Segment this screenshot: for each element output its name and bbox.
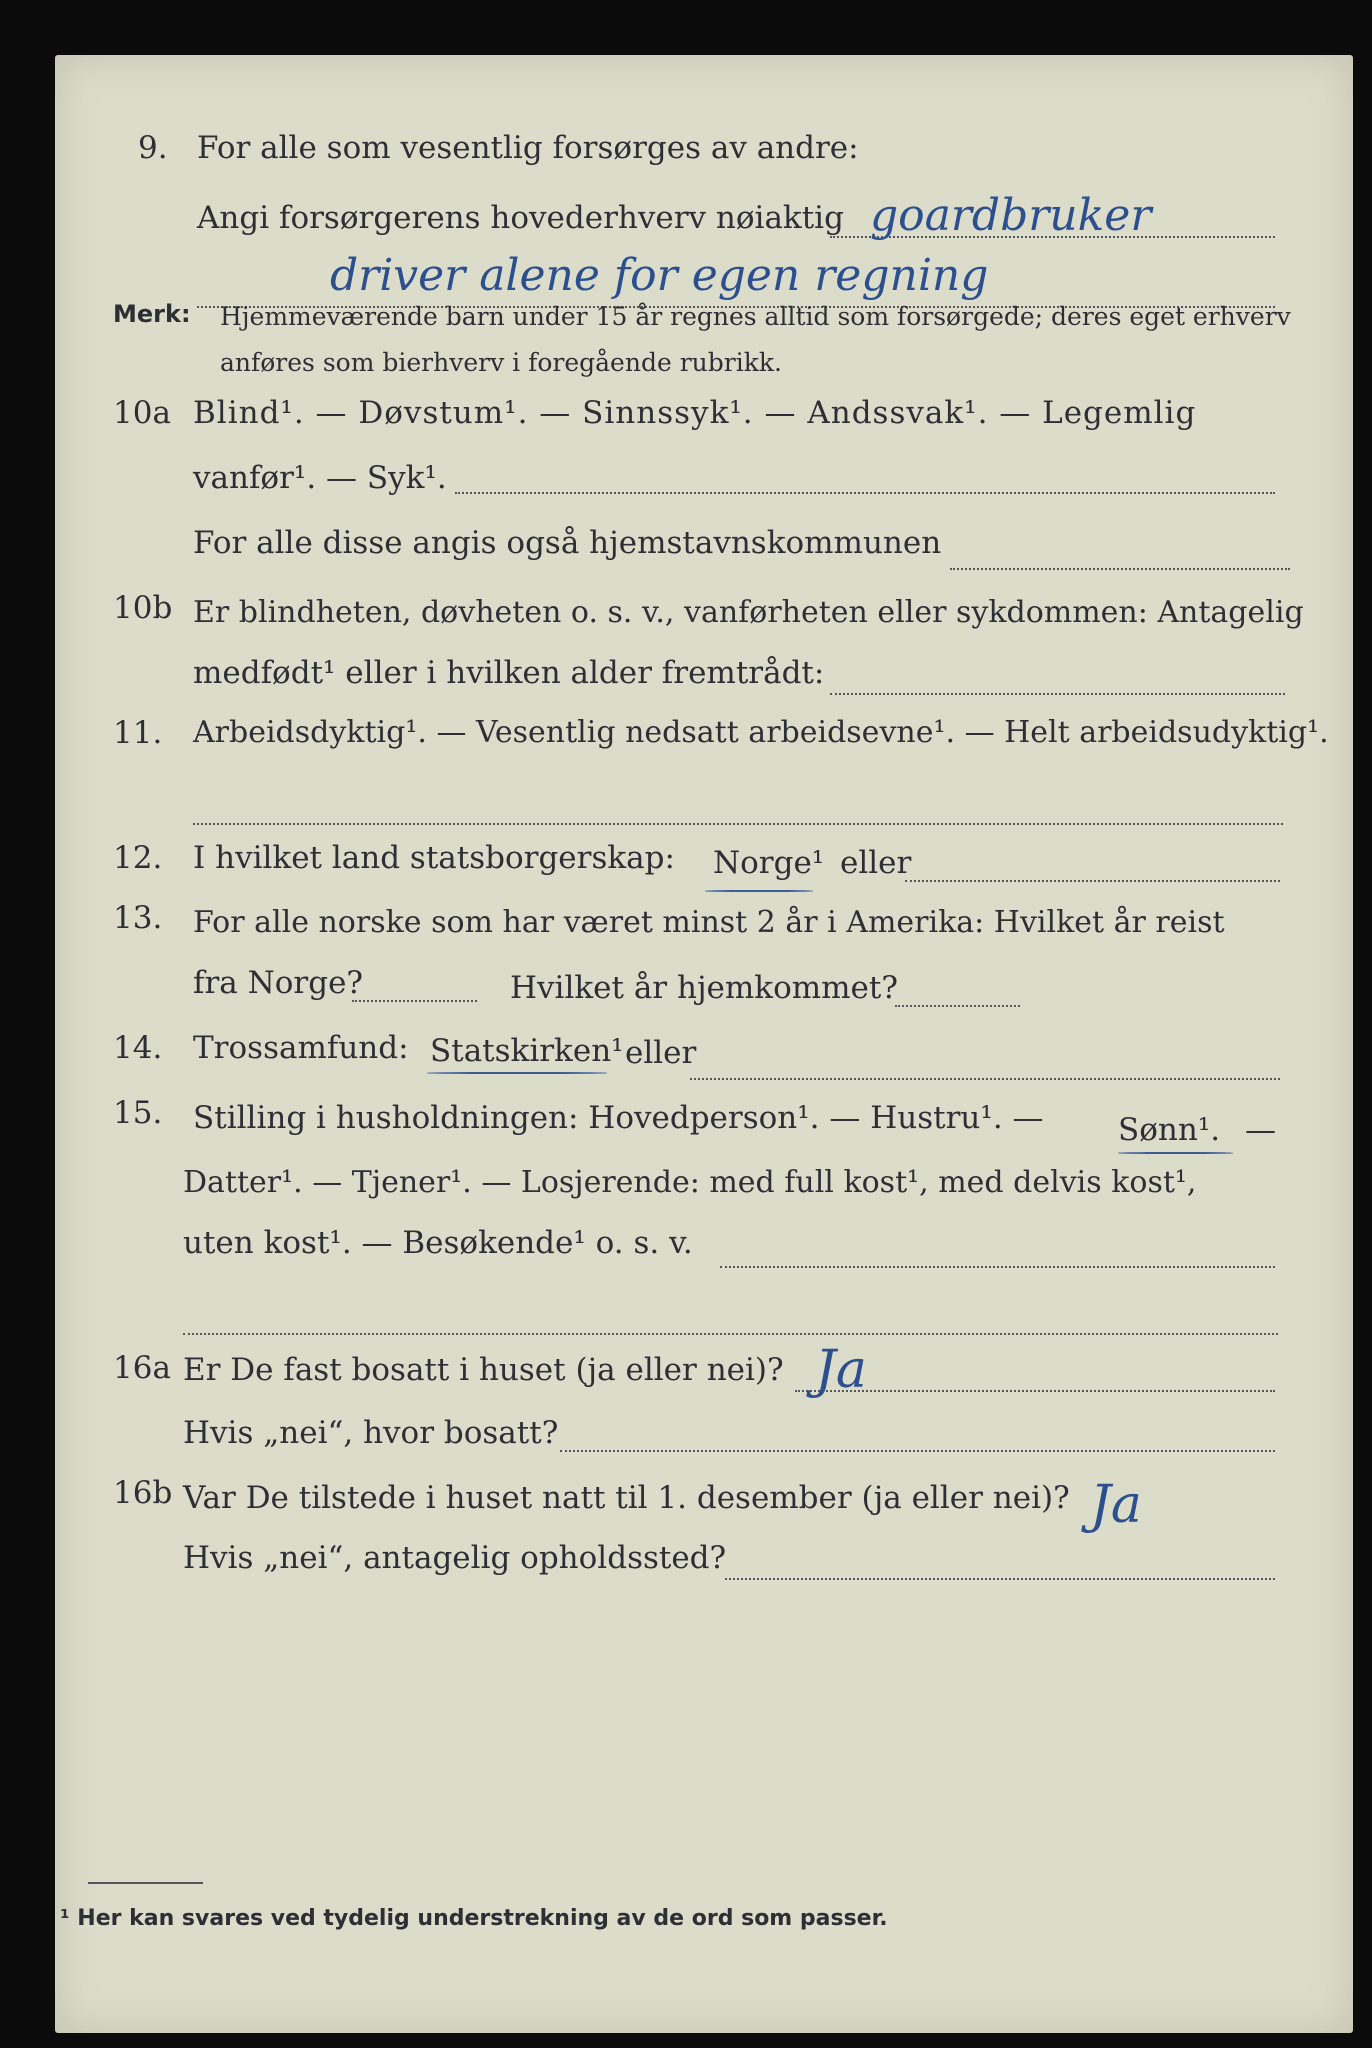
q12-norge: Norge¹ (713, 845, 825, 881)
q13-year-returned-dots (895, 1005, 1020, 1007)
q15-sonn: Sønn¹. (1118, 1112, 1221, 1148)
q12-norge-underline (705, 890, 813, 892)
q12-dots (905, 880, 1280, 882)
footnote: ¹ Her kan svares ved tydelig understrekning av de ord som passer. (60, 1906, 888, 1931)
q16b-line1: Var De tilstede i huset natt til 1. desember (ja eller nei)? (183, 1480, 1070, 1516)
q12-number: 12. (113, 840, 163, 876)
q10a-line3: For alle disse angis også hjemstavnskommunen (193, 525, 942, 561)
q16a-answer-dots (795, 1390, 1275, 1392)
merk-line1: Hjemmeværende barn under 15 år regnes alltid som forsørgede; deres eget erhverv (220, 302, 1291, 331)
q15-line3-dots (720, 1266, 1275, 1268)
footnote-rule (88, 1882, 203, 1884)
q12-eller: eller (840, 845, 912, 881)
q15-line1a: Stilling i husholdningen: Hovedperson¹. — Hustru¹. — (193, 1100, 1044, 1136)
q16b-number: 16b (113, 1475, 173, 1511)
q11-number: 11. (113, 715, 163, 751)
q16b-handwritten-answer: Ja (1090, 1475, 1142, 1535)
q10a-line2-dots (455, 492, 1275, 494)
q12-text: I hvilket land statsborgerskap: (193, 840, 675, 876)
q15-line3: uten kost¹. — Besøkende¹ o. s. v. (183, 1225, 693, 1261)
q14-statskirken: Statskirken¹ (430, 1033, 624, 1069)
q13-line1: For alle norske som har været minst 2 år i Amerika: Hvilket år reist (193, 905, 1225, 940)
q15-line2: Datter¹. — Tjener¹. — Losjerende: med full kost¹, med delvis kost¹, (183, 1165, 1197, 1200)
q11-dots (193, 823, 1283, 825)
q10b-line2-dots (830, 693, 1285, 695)
q14-statskirken-underline (427, 1072, 607, 1074)
q13-number: 13. (113, 900, 163, 936)
q9-handwritten-occupation: goardbruker (870, 190, 1152, 241)
q15-number: 15. (113, 1095, 163, 1131)
q10a-number: 10a (113, 395, 171, 431)
q9-handwritten-note: driver alene for egen regning (330, 250, 989, 301)
q10b-line2: medfødt¹ eller i hvilken alder fremtrådt: (193, 655, 825, 691)
q9-text: For alle som vesentlig forsørges av andre: (197, 130, 859, 166)
q15-line1b: — (1245, 1112, 1276, 1148)
q15-extra-dots (183, 1333, 1278, 1335)
q15-sonn-underline (1118, 1152, 1233, 1154)
q14-dots (690, 1078, 1280, 1080)
q16a-line2: Hvis „nei“, hvor bosatt? (183, 1415, 559, 1451)
q10a-line3-dots (950, 568, 1290, 570)
q10a-line2: vanfør¹. — Syk¹. (193, 460, 447, 496)
q10a-line1: Blind¹. — Døvstum¹. — Sinnssyk¹. — Andssvak¹. — Legemlig (193, 395, 1197, 431)
q16b-line2: Hvis „nei“, antagelig opholdssted? (183, 1540, 727, 1576)
q10b-number: 10b (113, 590, 173, 626)
q16a-number: 16a (113, 1350, 171, 1386)
q13-year-left-dots (352, 1000, 477, 1002)
q11-line1: Arbeidsdyktig¹. — Vesentlig nedsatt arbeidsevne¹. — Helt arbeidsudyktig¹. (193, 715, 1329, 750)
q16a-line2-dots (560, 1450, 1275, 1452)
q9-line2: Angi forsørgerens hovederhverv nøiaktig (197, 200, 844, 236)
q14-text: Trossamfund: (193, 1030, 409, 1066)
q14-eller: eller (625, 1035, 697, 1071)
q14-number: 14. (113, 1030, 163, 1066)
q10b-line1: Er blindheten, døvheten o. s. v., vanførheten eller sykdommen: Antagelig (193, 595, 1304, 630)
merk-line2: anføres som bierhverv i foregående rubrikk. (220, 348, 782, 377)
q16a-line1: Er De fast bosatt i huset (ja eller nei)? (183, 1352, 784, 1388)
q13-line2a: fra Norge? (193, 965, 364, 1001)
q13-line2b: Hvilket år hjemkommet? (510, 970, 898, 1006)
q16b-line2-dots (725, 1578, 1275, 1580)
q16a-handwritten-answer: Ja (815, 1340, 867, 1400)
q9-number: 9. (138, 130, 168, 166)
merk-label: Merk: (113, 300, 191, 328)
